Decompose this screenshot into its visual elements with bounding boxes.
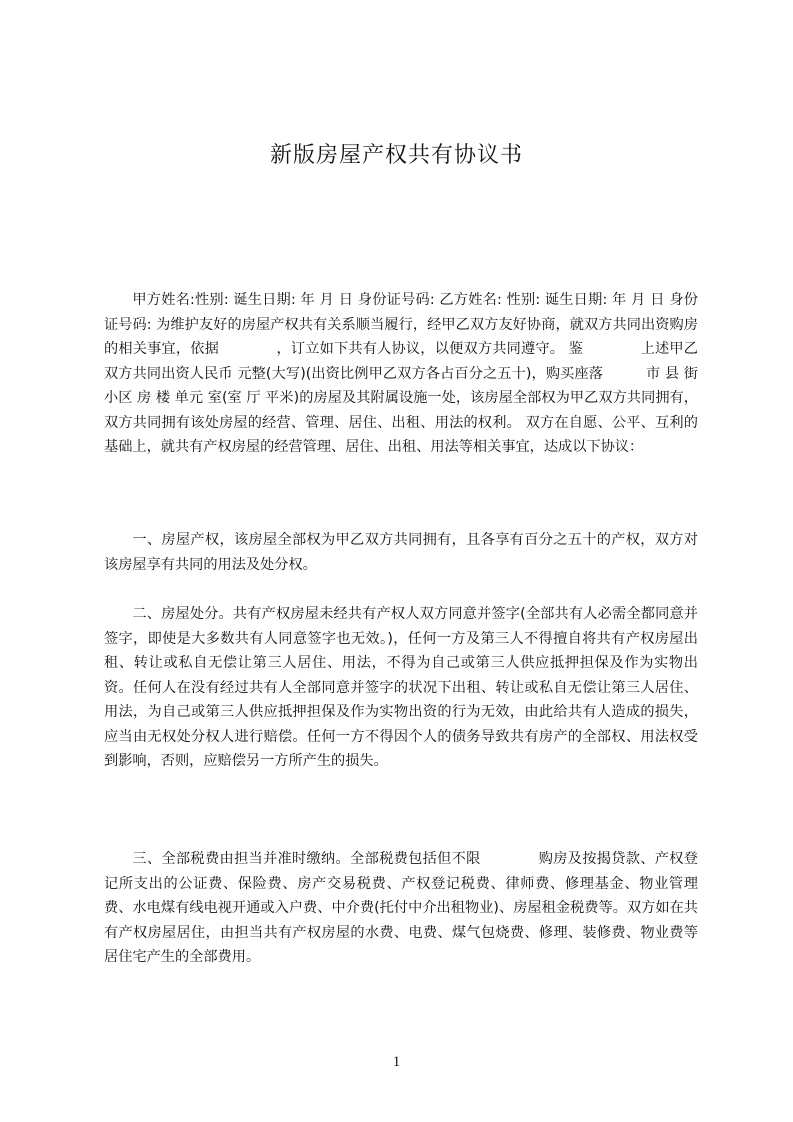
- document-title: 新版房屋产权共有协议书: [269, 143, 523, 168]
- intro-paragraph: 甲方姓名:性别: 诞生日期: 年 月 日 身份证号码: 乙方姓名: 性别: 诞生日期: 年 月 日 身份证号码: 为维护友好的房屋产权共有关系顺当履行，经甲乙双方友好协商，就双方共同出资购房的相关事宜，依据 ，订立如下共有人协议，以便双方共同遵守。 鉴 上述甲乙双方共同出资人民币 元整(大写)(出资比例甲乙双方各占百分之五十)，购买座落 市 县 街 小区 房 楼 单元 室(室 厅 平米)的房屋及其附属设施一处，该房屋全部权为甲乙双方共同拥有，双方共同拥有该处房屋的经营、管理、居住、出租、用法的权利。 双方在自愿、公平、互利的基础上，就共有产权房屋的经营管理、居住、出租、用法等相关事宜，达成以下协议：: [104, 292, 698, 455]
- page-number: 1: [392, 1054, 401, 1070]
- section-3-taxes-and-fees: 三、全部税费由担当并准时缴纳。全部税费包括但不限 购房及按揭贷款、产权登记所支出的公证费、保险费、房产交易税费、产权登记税费、律师费、修理基金、物业管理费、水电煤有线电视开通或入户费、中介费(托付中介出租物业)、房屋租金税费等。双方如在共有产权房屋居住，由担当共有产权房屋的水费、电费、煤气包烧费、修理、装修费、物业费等居住宅产生的全部费用。: [104, 851, 698, 965]
- section-1-property-rights: 一、房屋产权，该房屋全部权为甲乙双方共同拥有，且各享有百分之五十的产权，双方对 该房屋享有共同的用法及处分权。: [104, 532, 727, 573]
- section-2-property-disposal: 二、房屋处分。共有产权房屋未经共有产权人双方同意并签字(全部共有人必需全都同意并签字，即使是大多数共有人同意签字也无效。)，任何一方及第三人不得擅自将共有产权房屋出租、转让或私自无偿让第三人居住、用法，不得为自己或第三人供应抵押担保及作为实物出资。任何人在没有经过共有人全部同意并签字的状况下出租、转让或私自无偿让第三人居住、用法，为自己或第三人供应抵押担保及作为实物出资的行为无效，由此给共有人造成的损失，应当由无权处分权人进行赔偿。任何一方不得因个人的债务导致共有房产的全部权、用法权受到影响，否则，应赔偿另一方所产生的损失。: [104, 606, 698, 769]
